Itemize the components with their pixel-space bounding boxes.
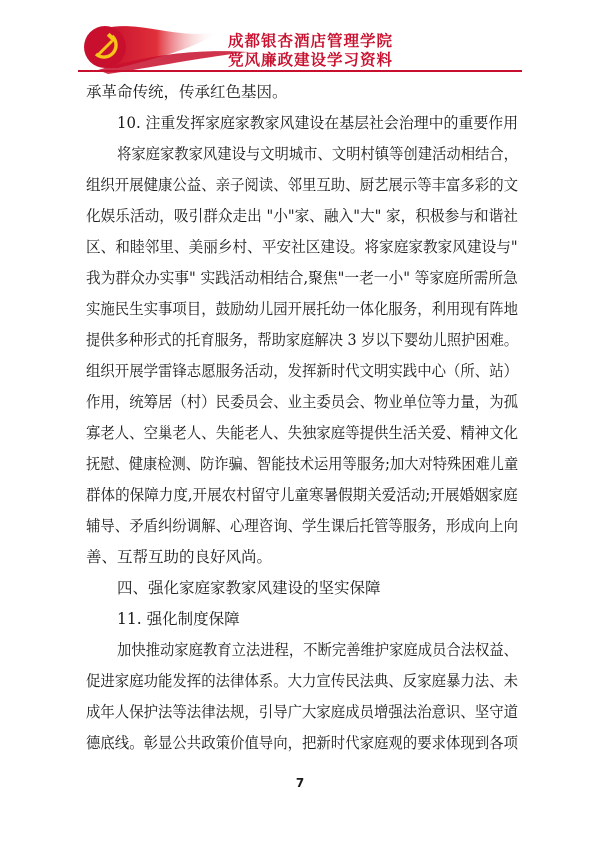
header-title-line1: 成都银杏酒店管理学院 xyxy=(228,32,394,50)
document-header xyxy=(78,18,522,76)
body-line: 抚慰、健康检测、防诈骗、智能技术运用等服务;加大对特殊困难儿童 xyxy=(86,455,519,473)
body-line: 我为群众办实事" 实践活动相结合,聚焦"一老一小" 等家庭所需所急 xyxy=(86,269,518,287)
body-line: 成年人保护法等法律法规，引导广大家庭成员增强法治意识、坚守道 xyxy=(86,703,519,721)
body-line: 将家庭家教家风建设与文明城市、文明村镇等创建活动相结合， xyxy=(117,145,519,163)
hammer-sickle-icon xyxy=(82,24,128,70)
body-line: 寡老人、空巢老人、失能老人、失独家庭等提供生活关爱、精神文化 xyxy=(86,424,519,442)
body-line: 辅导、矛盾纠纷调解、心理咨询、学生课后托管等服务，形成向上向 xyxy=(86,517,519,535)
body-line: 实施民生实事项目，鼓励幼儿园开展托幼一体化服务，利用现有阵地 xyxy=(86,300,519,318)
body-line: 组织开展健康公益、亲子阅读、邻里互助、厨艺展示等丰富多彩的文 xyxy=(86,176,519,194)
body-line: 组织开展学雷锋志愿服务活动，发挥新时代文明实践中心（所、站） xyxy=(86,362,519,380)
page-number: 7 xyxy=(295,776,305,790)
header-divider xyxy=(78,70,522,72)
body-line: 促进家庭功能发挥的法律体系。大力宣传民法典、反家庭暴力法、未 xyxy=(86,672,519,690)
body-line: 加快推动家庭教育立法进程，不断完善维护家庭成员合法权益、 xyxy=(117,641,519,659)
document-body xyxy=(86,77,518,759)
header-title-line2: 党风廉政建设学习资料 xyxy=(228,51,394,69)
body-line: 化娱乐活动，吸引群众走出 "小"家、融入"大" 家，积极参与和谐社 xyxy=(86,207,518,225)
body-line: 承革命传统，传承红色基因。 xyxy=(86,83,288,101)
subsection-heading: 11. 强化制度保障 xyxy=(117,610,240,628)
body-line: 群体的保障力度,开展农村留守儿童寒暑假期关爱活动;开展婚姻家庭 xyxy=(86,486,518,504)
body-line: 善、互帮互助的良好风尚。 xyxy=(86,548,273,566)
body-line: 作用，统筹居（村）民委员会、业主委员会、物业单位等力量，为孤 xyxy=(86,393,519,411)
body-line: 区、和睦邻里、美丽乡村、平安社区建设。将家庭家教家风建设与" xyxy=(86,238,518,256)
header-title xyxy=(228,32,393,70)
body-line: 德底线。彰显公共政策价值导向，把新时代家庭观的要求体现到各项 xyxy=(86,734,519,752)
section-heading: 四、强化家庭家教家风建设的坚实保障 xyxy=(117,579,381,597)
section-heading: 10. 注重发挥家庭家教家风建设在基层社会治理中的重要作用 xyxy=(117,114,519,132)
body-line: 提供多种形式的托育服务，帮助家庭解决 3 岁以下婴幼儿照护困难。 xyxy=(86,331,519,349)
